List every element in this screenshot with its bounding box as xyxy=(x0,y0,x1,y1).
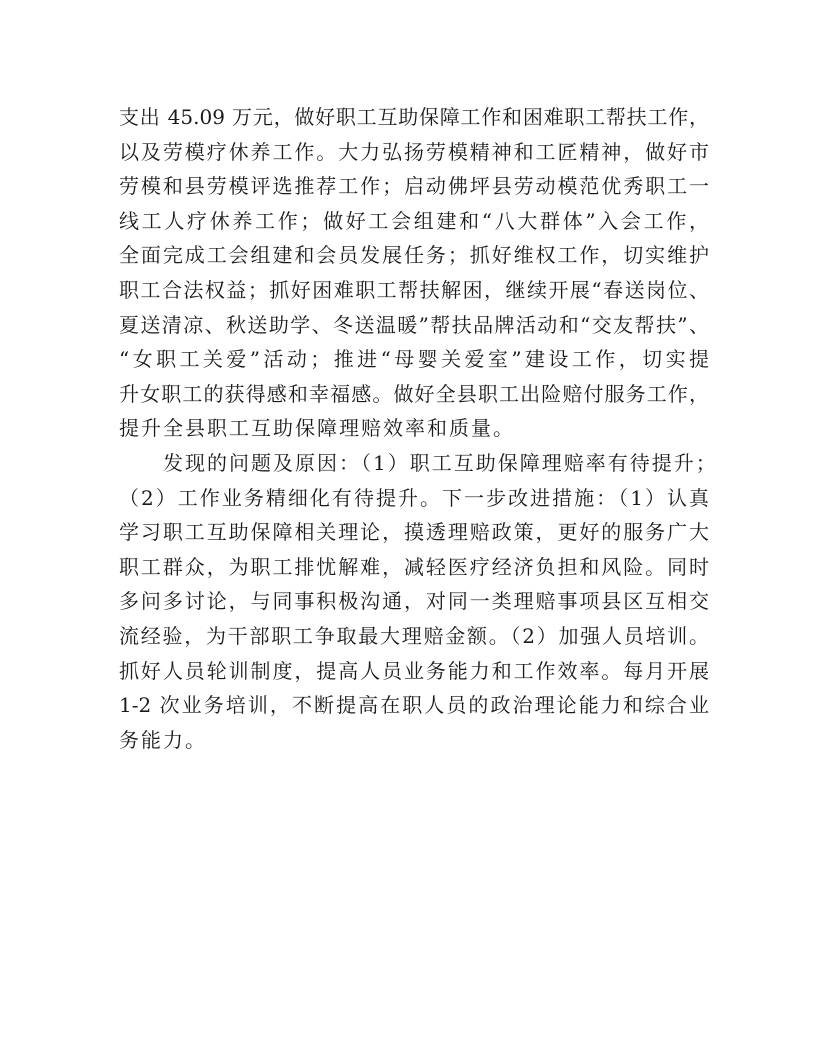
text-line: 发现的问题及原因：（1）职工互助保障理赔率有待提升； xyxy=(119,450,718,475)
text-line: 流经验，为干部职工争取最大理赔金额。（2）加强人员培训。 xyxy=(119,623,709,648)
text-line: 抓好人员轮训制度，提高人员业务能力和工作效率。每月开展 xyxy=(119,658,709,683)
text-line: 多问多讨论，与同事积极沟通，对同一类理赔事项县区互相交 xyxy=(119,589,709,614)
text-line: 劳模和县劳模评选推荐工作；启动佛坪县劳动模范优秀职工一 xyxy=(119,174,709,199)
text-line: “女职工关爱”活动；推进“母婴关爱室”建设工作，切实提 xyxy=(119,347,709,372)
text-line: 职工群众，为职工排忧解难，减轻医疗经济负担和风险。同时 xyxy=(119,554,709,579)
document-body xyxy=(119,100,718,757)
paragraph-1 xyxy=(119,100,709,446)
text-line: 务能力。 xyxy=(119,727,207,752)
text-line: 以及劳模疗休养工作。大力弘扬劳模精神和工匠精神，做好市 xyxy=(119,139,709,164)
text-line: 夏送清凉、秋送助学、冬送温暖”帮扶品牌活动和“交友帮扶”、 xyxy=(119,312,709,337)
paragraph-2 xyxy=(119,446,718,757)
text-line: 全面完成工会组建和会员发展任务；抓好维权工作，切实维护 xyxy=(119,243,709,268)
text-line: 学习职工互助保障相关理论，摸透理赔政策，更好的服务广大 xyxy=(119,520,709,545)
text-line: 线工人疗休养工作；做好工会组建和“八大群体”入会工作， xyxy=(119,208,709,233)
text-line: 1-2 次业务培训，不断提高在职人员的政治理论能力和综合业 xyxy=(119,693,709,718)
text-line: 支出 45.09 万元，做好职工互助保障工作和困难职工帮扶工作， xyxy=(119,105,709,129)
text-line: 提升全县职工互助保障理赔效率和质量。 xyxy=(119,416,515,441)
text-line: （2）工作业务精细化有待提升。下一步改进措施：（1）认真 xyxy=(119,485,709,510)
text-line: 升女职工的获得感和幸福感。做好全县职工出险赔付服务工作， xyxy=(119,381,709,406)
text-line: 职工合法权益；抓好困难职工帮扶解困，继续开展“春送岗位、 xyxy=(119,277,709,302)
